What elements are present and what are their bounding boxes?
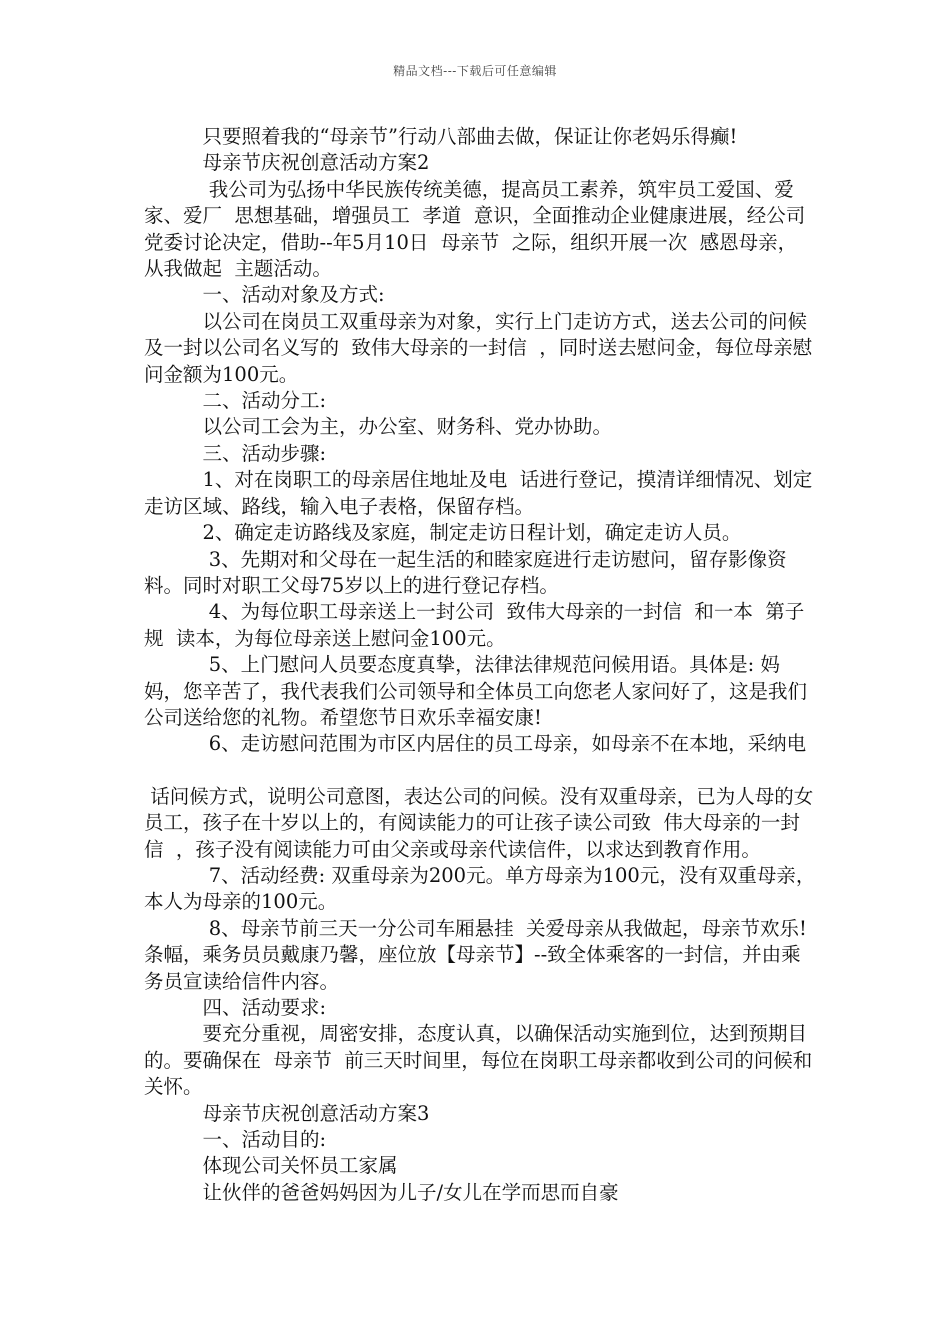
list-item: 7、活动经费: 双重母亲为200元。单方母亲为100元，没有双重母亲，本人为母亲的100元。	[144, 863, 816, 914]
paragraph: 以公司在岗员工双重母亲为对象，实行上门走访方式，送去公司的问候及一封以公司名义写的 致伟大母亲的一封信 ，同时送去慰问金，每位母亲慰问金额为100元。	[144, 309, 813, 386]
paragraph: 要充分重视，周密安排，态度认真，以确保活动实施到位，达到预期目的。要确保在 母亲节 前三天时间里，每位在岗职工母亲都收到公司的问候和关怀。	[144, 1022, 813, 1099]
section-heading: 二、活动分工:	[144, 389, 327, 413]
list-item: 4、为每位职工母亲送上一封公司 致伟大母亲的一封信 和一本 第子规 读本，为每位母亲送上慰问金100元。	[144, 600, 805, 650]
list-item: 2、确定走访路线及家庭，制定走访日程计划，确定走访人员。	[144, 521, 742, 545]
section-heading: 一、活动对象及方式:	[144, 283, 385, 307]
blank-line	[144, 758, 816, 784]
section-heading: 三、活动步骤:	[144, 441, 327, 465]
section-heading: 一、活动目的:	[144, 1128, 327, 1152]
section-title: 母亲节庆祝创意活动方案3	[144, 1101, 430, 1125]
page-header: 精品文档---下载后可任意编辑	[393, 64, 557, 78]
paragraph: 以公司工会为主，办公室、财务科、党办协助。	[144, 415, 613, 439]
section-title: 母亲节庆祝创意活动方案2	[144, 151, 430, 175]
paragraph: 话问候方式，说明公司意图，表达公司的问候。没有双重母亲，已为人母的女员工，孩子在十岁以上的，有阅读能力的可让孩子读公司致 伟大母亲的一封信 ，孩子没有阅读能力可由父亲或母亲代读信件，以求达到教育作用。	[144, 784, 814, 861]
paragraph: 体现公司关怀员工家属	[144, 1154, 398, 1178]
list-item: 1、对在岗职工的母亲居住地址及电 话进行登记，摸清详细情况、划定走访区域、路线，输入电子表格，保留存档。	[144, 468, 813, 518]
list-item: 3、先期对和父母在一起生活的和睦家庭进行走访慰问，留存影像资料。同时对职工父母75岁以上的进行登记存档。	[144, 547, 787, 597]
paragraph: 只要照着我的“母亲节”行动八部曲去做，保证让你老妈乐得癫!	[144, 125, 738, 148]
document-body	[144, 124, 816, 1206]
list-item: 8、母亲节前三天一分公司车厢悬挂 关爱母亲从我做起，母亲节欢乐! 条幅，乘务员员戴康乃馨，座位放【母亲节】--致全体乘客的一封信，并由乘务员宣读给信件内容。	[144, 916, 814, 993]
list-item: 6、走访慰问范围为市区内居住的员工母亲，如母亲不在本地，采纳电	[144, 732, 807, 756]
paragraph: 我公司为弘扬中华民族传统美德，提高员工素养，筑牢员工爱国、爱家、爱厂 思想基础，增强员工 孝道 意识，全面推动企业健康进展，经公司党委讨论决定，借助--年5月10日 母亲节 之际，组织开展一次 感恩母亲，从我做起 主题活动。	[144, 177, 806, 281]
section-heading: 四、活动要求:	[144, 996, 327, 1019]
list-item: 5、上门慰问人员要态度真挚，法律法律规范问候用语。具体是: 妈妈，您辛苦了，我代表我们公司领导和全体员工向您老人家问好了，这是我们公司送给您的礼物。希望您节日欢乐幸福安康!	[144, 653, 808, 729]
paragraph: 让伙伴的爸爸妈妈因为儿子/女儿在学而思而自豪	[144, 1180, 619, 1204]
